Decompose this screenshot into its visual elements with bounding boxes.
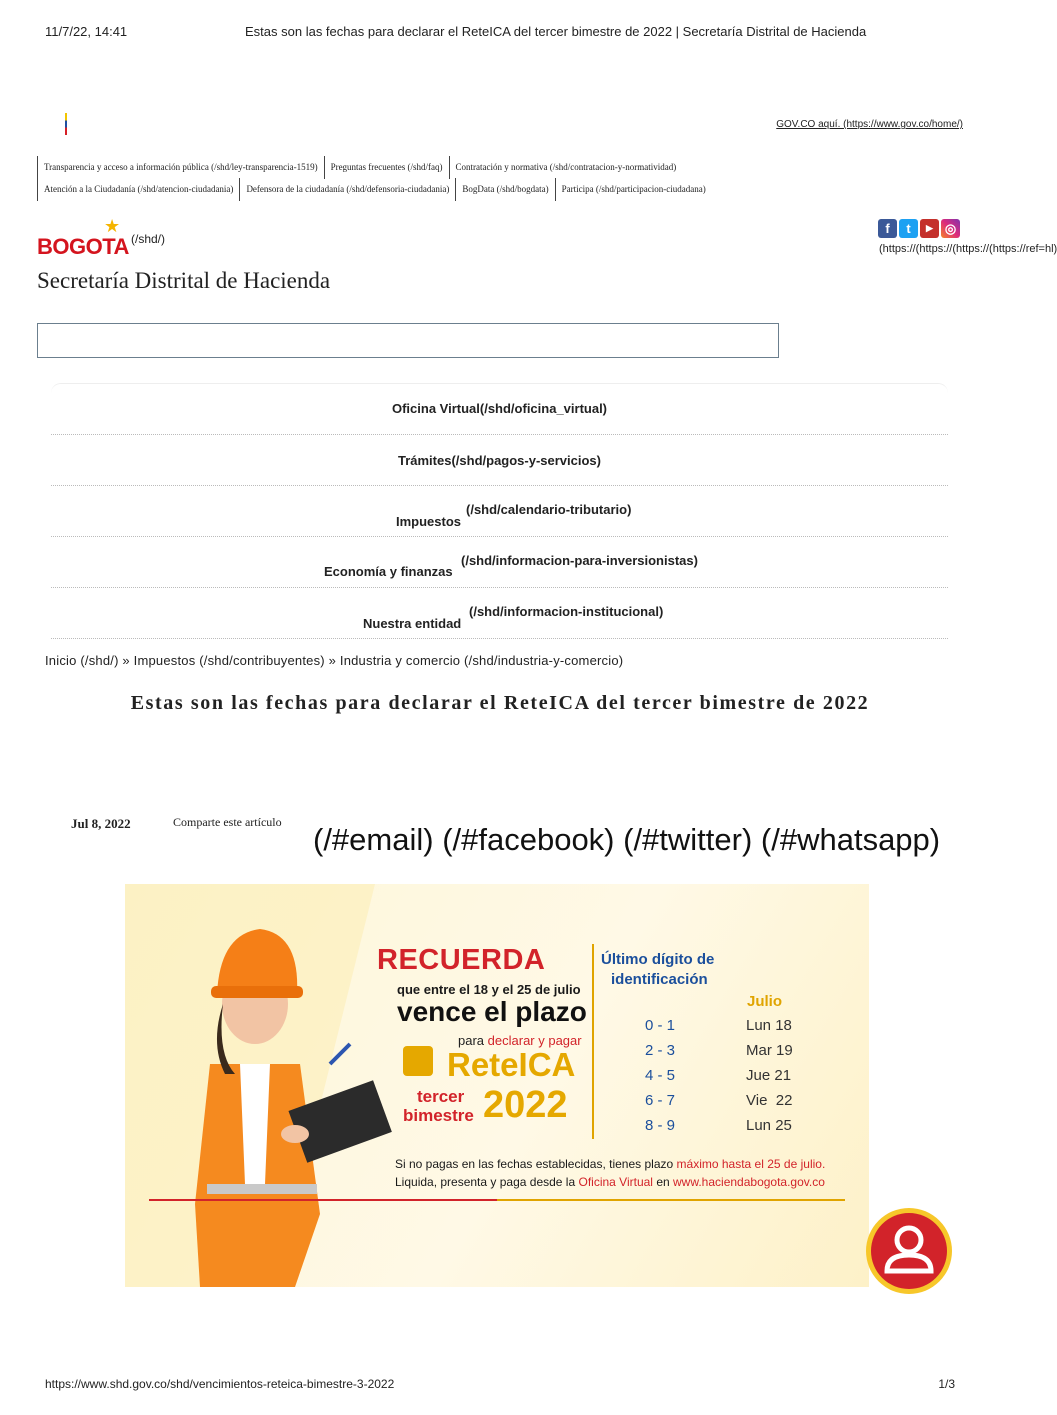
menu-entidad-link: (/shd/informacion-institucional) (469, 604, 664, 619)
main-menu (51, 383, 948, 639)
digits-row-0: 0 - 1 (645, 1017, 676, 1034)
banner-note-1a: Si no pagas en las fechas establecidas, tienes plazo (395, 1157, 674, 1171)
menu-tramites[interactable] (51, 435, 948, 486)
banner-year: 2022 (483, 1084, 568, 1126)
menu-nuestra-entidad[interactable] (51, 588, 948, 639)
menu-oficina-label: Oficina Virtual(/shd/oficina_virtual) (391, 401, 608, 416)
day-row-2: Jue 21 (746, 1067, 792, 1084)
logo-star-icon: ★ (104, 216, 121, 236)
reteica-logo-icon (403, 1046, 433, 1076)
nav-preguntas[interactable]: Preguntas frecuentes (/shd/faq) (324, 156, 449, 179)
print-page-title: Estas son las fechas para declarar el ReteICA del tercer bimestre de 2022 | Secretaría Distrital de Hacienda (245, 24, 867, 39)
instagram-icon[interactable]: ◎ (941, 219, 960, 238)
banner-recuerda: RECUERDA (377, 944, 546, 976)
menu-economia-label: Economía y finanzas (324, 564, 453, 579)
footer-page-number: 1/3 (938, 1377, 955, 1391)
digits-row-1: 2 - 3 (645, 1042, 676, 1059)
nav-participa[interactable]: Participa (/shd/participacion-ciudadana) (555, 178, 712, 201)
banner-table-title-1: Último dígito de (601, 951, 715, 968)
banner-note-2 (395, 1175, 825, 1189)
banner-note-2b: Oficina Virtual (578, 1175, 653, 1189)
logo-link[interactable]: (/shd/) (131, 232, 166, 246)
top-nav-row-1 (37, 156, 797, 179)
banner-note-1 (395, 1157, 825, 1171)
banner-note-2c: en (656, 1175, 670, 1189)
banner-line1: que entre el 18 y el 25 de julio (397, 982, 581, 997)
social-icons (878, 219, 960, 238)
bogota-logo[interactable]: BOGOTA (37, 234, 129, 259)
banner-tercer: tercer (417, 1087, 465, 1106)
banner-month: Julio (747, 993, 783, 1010)
article-title: Estas son las fechas para declarar el ReteICA del tercer bimestre de 2022 (130, 692, 870, 714)
banner-note-2d: www.haciendabogota.gov.co (673, 1175, 825, 1189)
banner-line2: vence el plazo (397, 996, 587, 1027)
youtube-icon[interactable]: ▶ (920, 219, 939, 238)
banner-table-title-2: identificación (611, 971, 708, 988)
breadcrumb[interactable]: Inicio (/shd/) » Impuestos (/shd/contribuyentes) » Industria y comercio (/shd/industria-y-comercio) (45, 653, 624, 668)
banner-note-1b: máximo hasta el 25 de julio. (676, 1157, 826, 1171)
day-row-1: Mar 19 (746, 1042, 793, 1059)
digits-row-4: 8 - 9 (645, 1117, 676, 1134)
article-date: Jul 8, 2022 (71, 816, 131, 831)
nav-defensora[interactable]: Defensora de la ciudadanía (/shd/defensoria-ciudadania) (239, 178, 455, 201)
share-links[interactable]: (/#email) (/#facebook) (/#twitter) (/#whatsapp) (313, 822, 941, 857)
reteica-banner (125, 884, 869, 1287)
menu-impuestos[interactable] (51, 486, 948, 537)
menu-impuestos-link: (/shd/calendario-tributario) (466, 502, 632, 517)
menu-oficina-virtual[interactable] (51, 383, 948, 435)
social-links-text[interactable]: (https://(https://(https://(https://ref=hl) (879, 243, 1057, 255)
twitter-icon[interactable]: t (899, 219, 918, 238)
day-row-0: Lun 18 (746, 1017, 792, 1034)
user-icon (871, 1213, 947, 1289)
nav-transparencia[interactable]: Transparencia y acceso a información pública (/shd/ley-transparencia-1519) (37, 156, 324, 179)
banner-note-2a: Liquida, presenta y paga desde la (395, 1175, 576, 1189)
nav-atencion[interactable]: Atención a la Ciudadanía (/shd/atencion-ciudadania) (37, 178, 239, 201)
banner-bimestre: bimestre (403, 1106, 474, 1125)
banner-rule (149, 1199, 845, 1201)
digits-row-2: 4 - 5 (645, 1067, 676, 1084)
menu-economia[interactable] (51, 537, 948, 588)
banner-line3-a: para (458, 1033, 485, 1048)
footer-url: https://www.shd.gov.co/shd/vencimientos-reteica-bimestre-3-2022 (45, 1377, 395, 1391)
facebook-icon[interactable]: f (878, 219, 897, 238)
search-input[interactable] (37, 323, 779, 358)
share-label: Comparte este artículo (173, 815, 282, 829)
govco-link[interactable]: GOV.CO aquí. (https://www.gov.co/home/) (776, 119, 963, 130)
day-row-3: Vie 22 (746, 1092, 793, 1109)
banner-brand: ReteICA (447, 1046, 576, 1083)
govco-flag-bar (65, 113, 67, 135)
nav-bogdata[interactable]: BogData (/shd/bogdata) (455, 178, 554, 201)
menu-impuestos-label: Impuestos (396, 514, 462, 529)
menu-entidad-label: Nuestra entidad (363, 616, 462, 631)
top-nav-row-2 (37, 178, 797, 201)
banner-divider (592, 944, 594, 1139)
chat-widget-button[interactable] (866, 1208, 952, 1294)
menu-tramites-label: Trámites(/shd/pagos-y-servicios) (397, 453, 601, 468)
site-title: Secretaría Distrital de Hacienda (37, 268, 331, 293)
digits-row-3: 6 - 7 (645, 1092, 676, 1109)
day-row-4: Lun 25 (746, 1117, 792, 1134)
banner-line3-b: declarar y pagar (487, 1033, 582, 1048)
menu-economia-link: (/shd/informacion-para-inversionistas) (461, 553, 698, 568)
print-datetime: 11/7/22, 14:41 (45, 24, 128, 39)
nav-contratacion[interactable]: Contratación y normativa (/shd/contratacion-y-normatividad) (449, 156, 683, 179)
